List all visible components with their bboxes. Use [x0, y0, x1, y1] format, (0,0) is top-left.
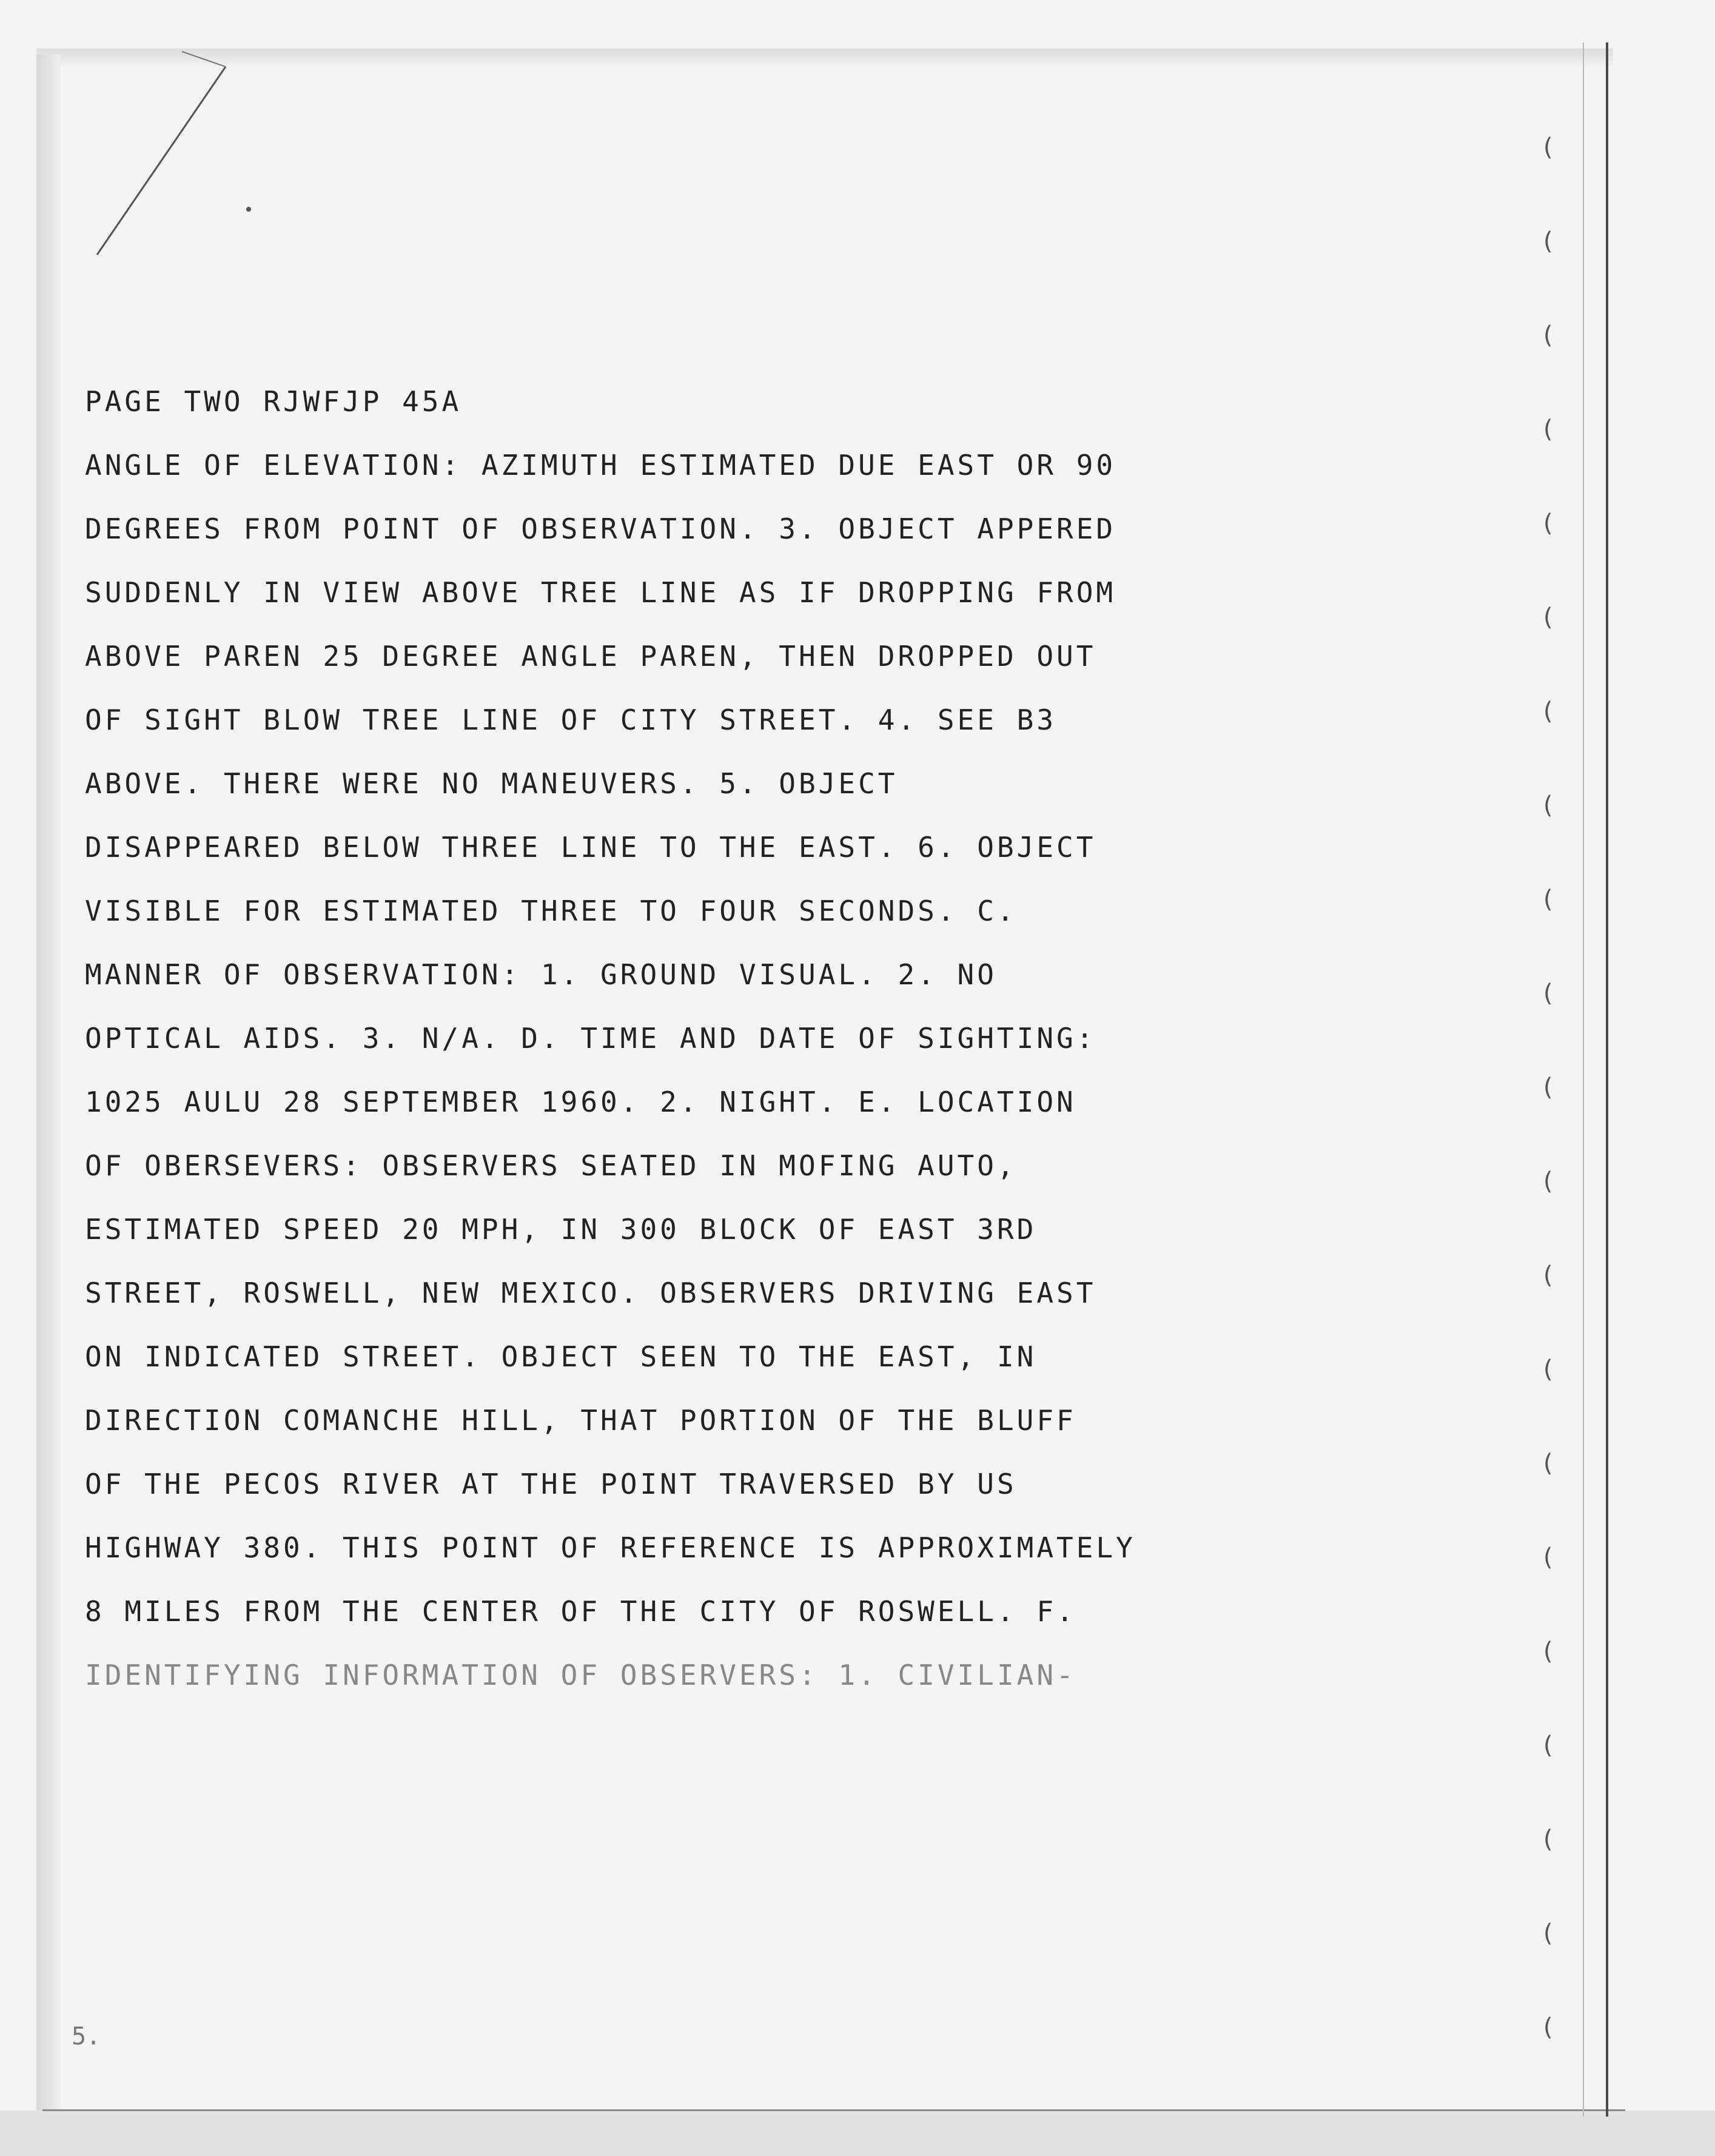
bottom-edge-rule — [42, 2109, 1625, 2111]
right-margin-rule — [1606, 42, 1608, 2117]
page-left-shadow — [36, 55, 61, 2135]
punch-hole-mark: ( — [1540, 227, 1556, 255]
message-line: ESTIMATED SPEED 20 MPH, IN 300 BLOCK OF EAST 3RD — [85, 1213, 1037, 1246]
punch-hole-mark: ( — [1540, 1449, 1556, 1477]
message-line: OPTICAL AIDS. 3. N/A. D. TIME AND DATE OF SIGHTING: — [85, 1022, 1096, 1055]
punch-hole-mark: ( — [1540, 885, 1556, 913]
corner-mark: 5. — [72, 2023, 101, 2050]
message-line: DIRECTION COMANCHE HILL, THAT PORTION OF THE BLUFF — [85, 1404, 1076, 1437]
punch-hole-mark: ( — [1540, 1919, 1556, 1947]
punch-hole-mark: ( — [1540, 509, 1556, 537]
message-line: ANGLE OF ELEVATION: AZIMUTH ESTIMATED DUE EAST OR 90 — [85, 449, 1116, 482]
message-line: 1025 AULU 28 SEPTEMBER 1960. 2. NIGHT. E. LOCATION — [85, 1086, 1076, 1118]
margin-strip — [1584, 49, 1606, 2111]
message-line: DISAPPEARED BELOW THREE LINE TO THE EAST. 6. OBJECT — [85, 831, 1096, 864]
page-bottom-band — [0, 2111, 1715, 2156]
message-line: SUDDENLY IN VIEW ABOVE TREE LINE AS IF DROPPING FROM — [85, 576, 1116, 609]
message-line: ON INDICATED STREET. OBJECT SEEN TO THE EAST, IN — [85, 1340, 1037, 1373]
punch-hole-mark: ( — [1540, 697, 1556, 725]
punch-hole-mark: ( — [1540, 415, 1556, 443]
message-line: DEGREES FROM POINT OF OBSERVATION. 3. OBJECT APPERED — [85, 512, 1116, 545]
message-line: OF OBERSEVERS: OBSERVERS SEATED IN MOFING AUTO, — [85, 1149, 1017, 1182]
punch-hole-mark: ( — [1540, 603, 1556, 631]
punch-hole-mark: ( — [1540, 1073, 1556, 1101]
teletype-message-body — [85, 370, 1540, 1707]
message-line: 8 MILES FROM THE CENTER OF THE CITY OF ROSWELL. F. — [85, 1595, 1076, 1628]
punch-hole-mark: ( — [1540, 1543, 1556, 1571]
message-line: ABOVE PAREN 25 DEGREE ANGLE PAREN, THEN DROPPED OUT — [85, 640, 1096, 673]
message-line: OF THE PECOS RIVER AT THE POINT TRAVERSED BY US — [85, 1468, 1017, 1500]
page-top-shadow — [36, 49, 1613, 67]
punch-hole-mark: ( — [1540, 133, 1556, 161]
message-line: IDENTIFYING INFORMATION OF OBSERVERS: 1. CIVILIAN- — [85, 1659, 1076, 1691]
corner-pen-stroke — [0, 0, 255, 315]
message-line: MANNER OF OBSERVATION: 1. GROUND VISUAL. 2. NO — [85, 958, 997, 991]
message-line: STREET, ROSWELL, NEW MEXICO. OBSERVERS DRIVING EAST — [85, 1277, 1096, 1309]
punch-hole-mark: ( — [1540, 1825, 1556, 1853]
message-line: HIGHWAY 380. THIS POINT OF REFERENCE IS APPROXIMATELY — [85, 1531, 1136, 1564]
punch-hole-mark: ( — [1540, 2013, 1556, 2041]
punch-hole-mark: ( — [1540, 1355, 1556, 1383]
punch-hole-mark: ( — [1540, 979, 1556, 1007]
punch-hole-mark: ( — [1540, 1167, 1556, 1195]
message-line: OF SIGHT BLOW TREE LINE OF CITY STREET. 4. SEE B3 — [85, 704, 1057, 736]
message-line: ABOVE. THERE WERE NO MANEUVERS. 5. OBJECT — [85, 767, 898, 800]
page-heading: PAGE TWO RJWFJP 45A — [85, 385, 462, 418]
message-line: VISIBLE FOR ESTIMATED THREE TO FOUR SECONDS. C. — [85, 895, 1017, 927]
punch-hole-mark: ( — [1540, 321, 1556, 349]
punch-hole-mark: ( — [1540, 1261, 1556, 1289]
punch-hole-mark: ( — [1540, 1731, 1556, 1759]
punch-hole-mark: ( — [1540, 791, 1556, 819]
punch-hole-mark: ( — [1540, 1637, 1556, 1665]
